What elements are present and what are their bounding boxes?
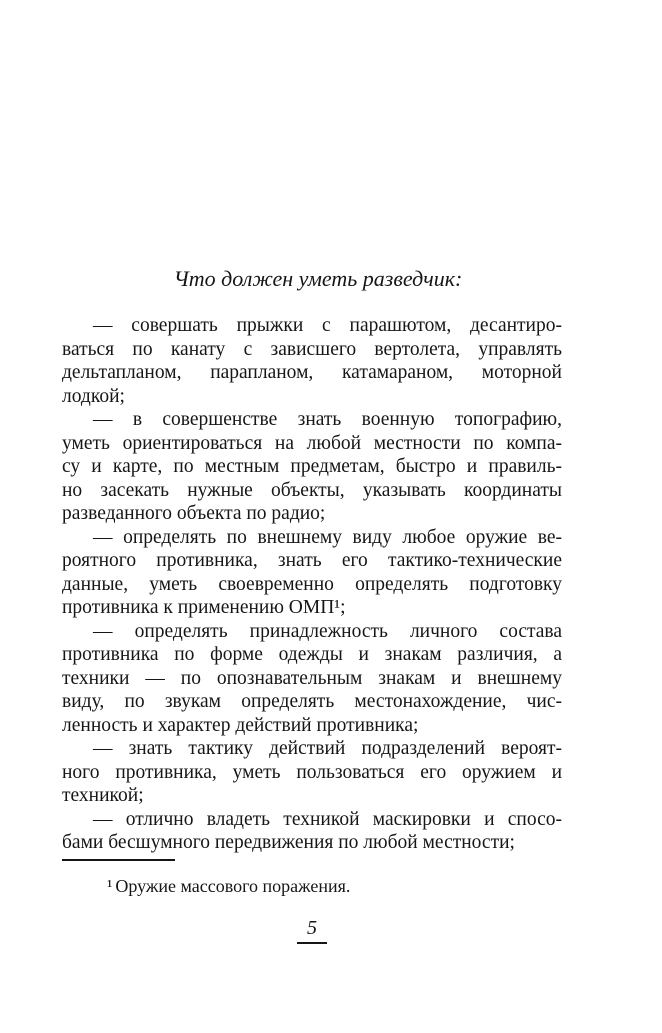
chapter-title: Что должен уметь разведчик: [173,266,463,291]
text-line: — в совершенстве знать военную топографию, [93,409,562,430]
text-line: техникой; [62,785,144,806]
text-line: ваться по канату с зависшего вертолета, управлять [62,338,562,360]
bullet-paragraph-3 [62,526,562,620]
text-line: — определять принадлежность личного состава [93,620,562,642]
bullet-paragraph-1 [62,314,562,408]
bullet-paragraph-2 [62,408,562,526]
text-line: дельтапланом, парапланом, катамараном, моторной [62,362,562,383]
page-number: 5 [297,916,327,944]
text-line: — отлично владеть техникой маскировки и спосо- [93,808,562,830]
text-line: ного противника, уметь пользоваться его оружием и [62,761,562,783]
text-line: уметь ориентироваться на любой местности по компа- [62,432,562,454]
footnote [62,875,562,897]
text-line: данные, уметь своевременно определять подготовку [62,573,562,595]
text-line: противника к применению ОМП¹; [62,597,346,618]
text-line: противника по форме одежды и знакам различия, а [62,644,562,665]
text-line: разведанного объекта по радио; [62,503,326,524]
text-line: но засекать нужные объекты, указывать координаты [62,479,562,501]
bullet-paragraph-4 [62,620,562,738]
text-line: су и карте, по местным предметам, быстро и правиль- [62,456,562,477]
page-footer [62,916,562,944]
text-line: лодкой; [62,385,125,407]
text-line: роятного противника, знать его тактико-технические [62,550,562,571]
text-line: — определять по внешнему виду любое оружие ве- [93,526,562,548]
bullet-paragraph-5 [62,737,562,808]
text-line: ленность и характер действий противника; [62,714,419,736]
text-line: — совершать прыжки с парашютом, десантиро- [93,315,562,336]
text-line: бами бесшумного передвижения по любой местности; [62,832,515,853]
text-line: виду, по звукам определять местонахождение, чис- [62,691,562,712]
footnote-marker: ¹ [107,876,113,896]
footnote-divider [62,859,175,861]
text-line: техники — по опознавательным знакам и внешнему [62,667,562,689]
footnote-text: Оружие массового поражения. [115,876,351,896]
text-line: — знать тактику действий подразделений вероят- [93,738,562,759]
bullet-paragraph-6 [62,808,562,855]
body-text [62,314,562,855]
